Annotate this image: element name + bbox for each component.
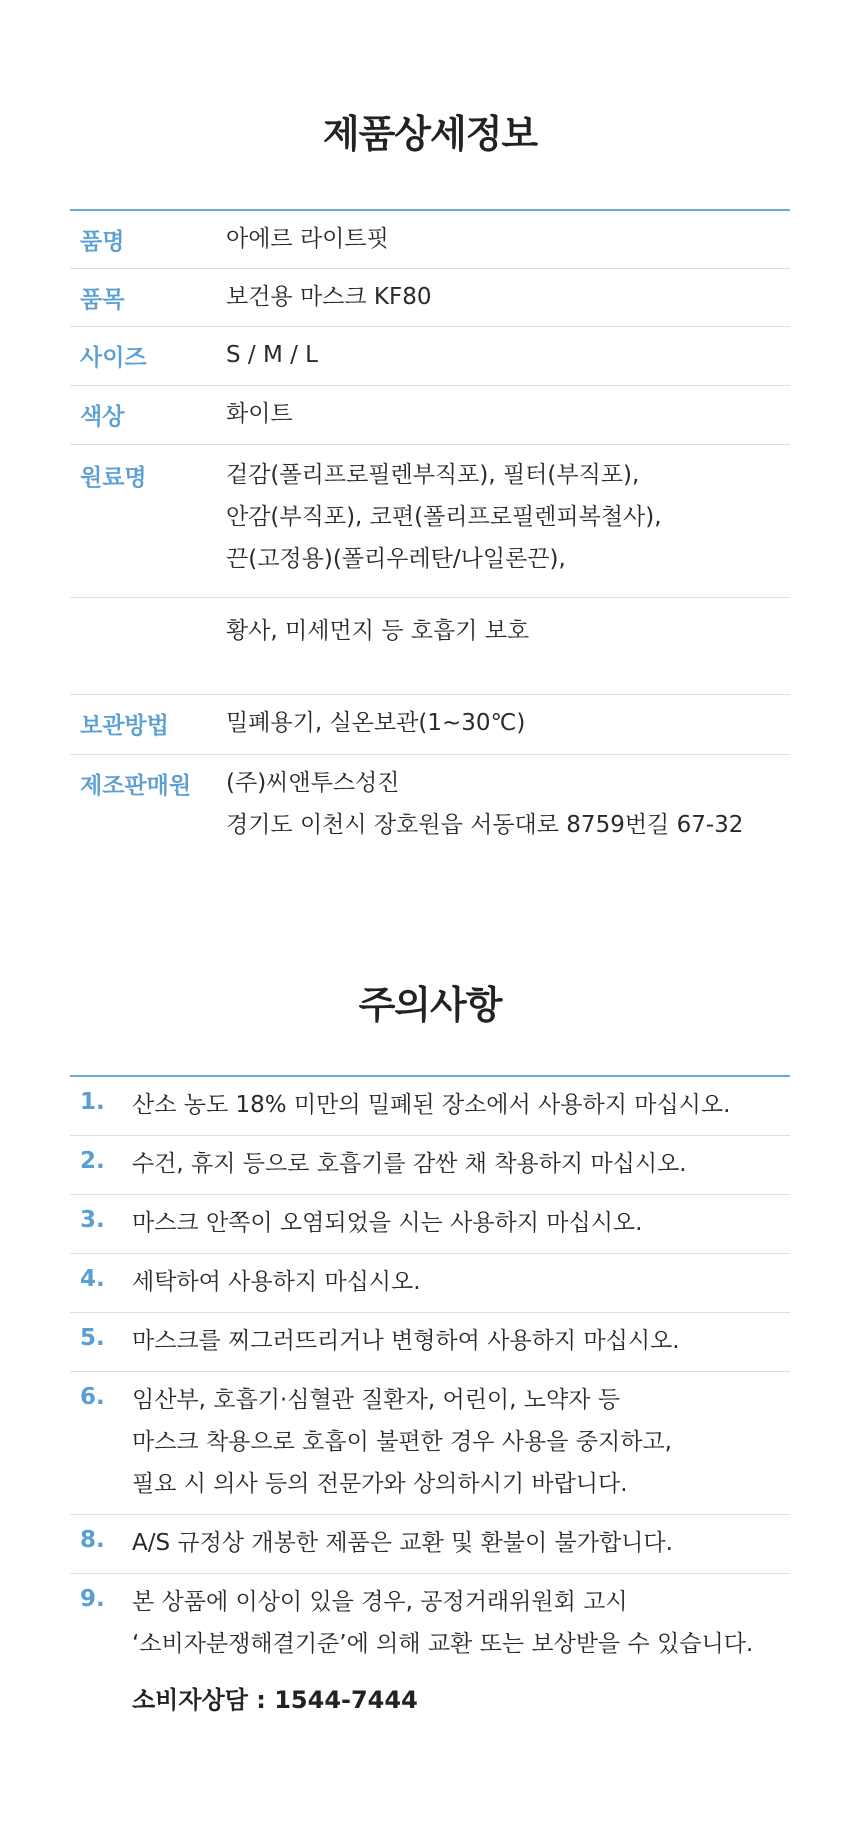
caution-line: 마스크 안쪽이 오염되었을 시는 사용하지 마십시오. <box>132 1210 643 1236</box>
spec-label: 품명 <box>80 229 125 255</box>
spec-value-line: (주)씨앤투스성진 <box>226 770 400 796</box>
spec-value <box>226 610 790 652</box>
spec-value <box>226 218 790 260</box>
caution-number: 1. <box>80 1089 105 1115</box>
spec-label: 색상 <box>80 404 125 430</box>
caution-item <box>70 1574 790 1674</box>
caution-text <box>132 1143 790 1185</box>
spec-row-name <box>70 211 790 269</box>
spec-value-line: 경기도 이천시 장호원읍 서동대로 8759번길 67-32 <box>226 812 744 838</box>
caution-line: 마스크 착용으로 호흡이 불편한 경우 사용을 중지하고, <box>132 1429 672 1455</box>
caution-text <box>132 1084 790 1126</box>
caution-line: 세탁하여 사용하지 마십시오. <box>132 1269 421 1295</box>
cautions-title: 주의사항 <box>358 983 502 1027</box>
caution-number: 8. <box>80 1527 105 1553</box>
spec-value-line: 황사, 미세먼지 등 호흡기 보호 <box>226 618 530 644</box>
spec-value <box>226 702 790 744</box>
spec-row-storage <box>70 695 790 755</box>
spec-row-size <box>70 327 790 386</box>
spec-value-line: 화이트 <box>226 401 293 427</box>
caution-number: 2. <box>80 1148 105 1174</box>
caution-item <box>70 1372 790 1515</box>
caution-line: 수건, 휴지 등으로 호흡기를 감싼 채 착용하지 마십시오. <box>132 1151 687 1177</box>
spec-row-color <box>70 386 790 445</box>
caution-text <box>132 1320 790 1362</box>
caution-item <box>70 1136 790 1195</box>
spec-row-purpose <box>70 598 790 695</box>
caution-number: 4. <box>80 1266 105 1292</box>
spec-value <box>226 334 790 376</box>
spec-value-line: 안감(부직포), 코편(폴리프로필렌피복철사), <box>226 504 662 530</box>
spec-value <box>226 762 790 846</box>
spec-value <box>226 454 790 580</box>
cautions-list <box>70 1075 790 1674</box>
spec-value-line: 보건용 마스크 KF80 <box>226 284 432 310</box>
caution-line: 임산부, 호흡기·심혈관 질환자, 어린이, 노약자 등 <box>132 1387 620 1413</box>
caution-line: 마스크를 찌그러뜨리거나 변형하여 사용하지 마십시오. <box>132 1328 680 1354</box>
caution-text <box>132 1202 790 1244</box>
spec-row-manufacturer <box>70 755 790 855</box>
spec-label: 원료명 <box>80 465 147 491</box>
caution-line: 본 상품에 이상이 있을 경우, 공정거래위원회 고시 <box>132 1589 628 1615</box>
spec-row-materials <box>70 445 790 598</box>
spec-value-line: 밀폐용기, 실온보관(1~30℃) <box>226 710 526 736</box>
caution-number: 6. <box>80 1384 105 1410</box>
product-info-title: 제품상세정보 <box>322 112 538 156</box>
caution-item <box>70 1077 790 1136</box>
spec-value-line: 겉감(폴리프로필렌부직포), 필터(부직포), <box>226 462 640 488</box>
caution-text <box>132 1379 790 1505</box>
caution-line: A/S 규정상 개봉한 제품은 교환 및 환불이 불가합니다. <box>132 1530 673 1556</box>
caution-item <box>70 1515 790 1574</box>
caution-text <box>132 1581 790 1665</box>
caution-item <box>70 1313 790 1372</box>
spec-value-line: S / M / L <box>226 342 318 368</box>
spec-label: 품목 <box>80 287 125 313</box>
caution-item <box>70 1195 790 1254</box>
caution-line: 산소 농도 18% 미만의 밀폐된 장소에서 사용하지 마십시오. <box>132 1092 731 1118</box>
spec-value <box>226 276 790 318</box>
caution-number: 3. <box>80 1207 105 1233</box>
caution-line: ‘소비자분쟁해결기준’에 의해 교환 또는 보상받을 수 있습니다. <box>132 1631 754 1657</box>
spec-row-category <box>70 269 790 327</box>
spec-value-line: 아에르 라이트핏 <box>226 226 389 252</box>
caution-line: 필요 시 의사 등의 전문가와 상의하시기 바랍니다. <box>132 1471 628 1497</box>
spec-value <box>226 393 790 435</box>
caution-item <box>70 1254 790 1313</box>
spec-label: 제조판매원 <box>80 773 192 799</box>
product-info-table <box>70 209 790 855</box>
caution-text <box>132 1261 790 1303</box>
spec-value-line: 끈(고정용)(폴리우레탄/나일론끈), <box>226 546 566 572</box>
caution-text <box>132 1522 790 1564</box>
customer-service-contact: 소비자상담 : 1544-7444 <box>132 1686 418 1714</box>
spec-label: 보관방법 <box>80 713 169 739</box>
caution-number: 5. <box>80 1325 105 1351</box>
caution-number: 9. <box>80 1586 105 1612</box>
spec-label: 사이즈 <box>80 345 147 371</box>
